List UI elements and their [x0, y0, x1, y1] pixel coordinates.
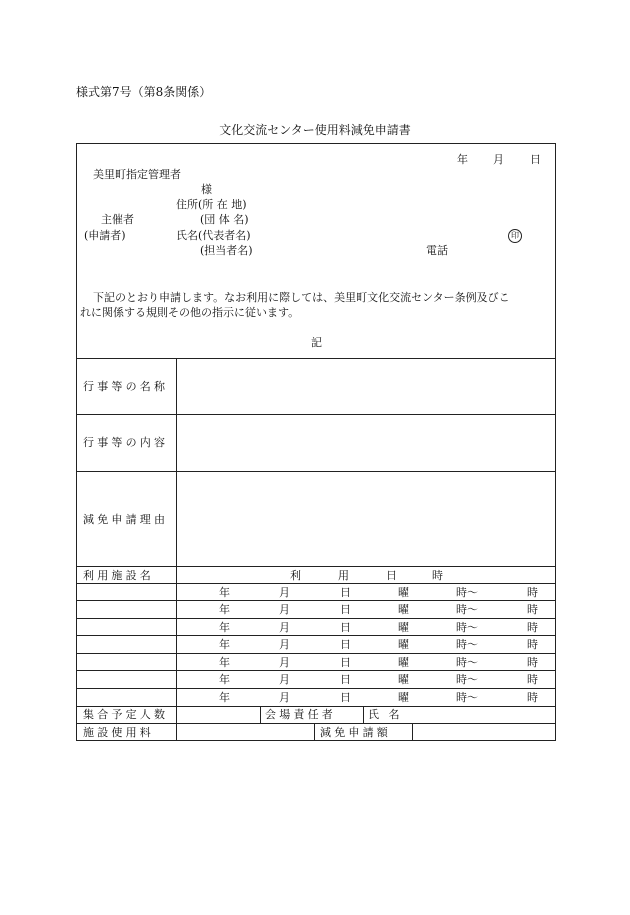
- slot-facility-field[interactable]: [78, 671, 174, 686]
- slot-day: 日: [340, 603, 351, 616]
- venue-manager-label: 会場責任者: [265, 708, 336, 721]
- slot-end-hour: 時: [527, 603, 538, 616]
- slot-weekday: 曜: [398, 603, 409, 616]
- slot-month: 月: [279, 638, 290, 651]
- slot-year: 年: [219, 656, 230, 669]
- sama: 様: [201, 183, 212, 196]
- slot-facility-field[interactable]: [78, 584, 174, 599]
- date-year[interactable]: 年: [457, 153, 468, 166]
- slot-end-hour: 時: [527, 691, 538, 704]
- statement-line-2: れに関係する規則その他の指示に従います。: [80, 306, 300, 319]
- slot-month: 月: [279, 621, 290, 634]
- slot-weekday: 曜: [398, 586, 409, 599]
- ki-mark: 記: [311, 336, 322, 349]
- slot-month: 月: [279, 586, 290, 599]
- event-content-label: 行事等の内容: [83, 436, 169, 449]
- addressee: 美里町指定管理者: [93, 168, 181, 181]
- event-name-label: 行事等の名称: [83, 380, 169, 393]
- name-label: 氏名(代表者名): [176, 229, 251, 242]
- reduction-amount-label: 減免申請額: [320, 726, 391, 739]
- slot-weekday: 曜: [398, 638, 409, 651]
- slot-year: 年: [219, 586, 230, 599]
- organizer-label: 主催者: [101, 213, 134, 226]
- slot-facility-field[interactable]: [78, 619, 174, 634]
- page-title: 文化交流センター使用料減免申請書: [219, 123, 411, 137]
- fee-label: 施設使用料: [83, 726, 154, 739]
- datetime-header-3: 日: [386, 569, 397, 582]
- slot-end-hour: 時: [527, 638, 538, 651]
- slot-year: 年: [219, 621, 230, 634]
- slot-month: 月: [279, 673, 290, 686]
- datetime-header-1: 利: [290, 569, 301, 582]
- slot-day: 日: [340, 656, 351, 669]
- address-label: 住所(所 在 地): [176, 198, 247, 211]
- slot-day: 日: [340, 638, 351, 651]
- seal-icon: 印: [508, 229, 522, 243]
- slot-day: 日: [340, 621, 351, 634]
- contact-label: (担当者名): [200, 244, 253, 257]
- slot-start-hour: 時～: [456, 586, 478, 599]
- slot-weekday: 曜: [398, 691, 409, 704]
- event-name-field[interactable]: [178, 360, 554, 412]
- facility-header: 利用施設名: [83, 569, 154, 582]
- applicant-label: (申請者): [84, 229, 126, 242]
- attendance-label: 集合予定人数: [83, 708, 169, 721]
- form-number: 様式第7号（第8条関係）: [76, 85, 212, 99]
- slot-year: 年: [219, 691, 230, 704]
- reason-field[interactable]: [178, 473, 554, 564]
- slot-end-hour: 時: [527, 621, 538, 634]
- slot-start-hour: 時～: [456, 638, 478, 651]
- slot-end-hour: 時: [527, 656, 538, 669]
- slot-facility-field[interactable]: [78, 654, 174, 669]
- phone-label: 電話: [426, 244, 448, 257]
- slot-month: 月: [279, 603, 290, 616]
- slot-facility-field[interactable]: [78, 689, 174, 704]
- slot-month: 月: [279, 691, 290, 704]
- manager-name-label: 氏 名: [368, 708, 403, 721]
- slot-year: 年: [219, 638, 230, 651]
- slot-end-hour: 時: [527, 586, 538, 599]
- slot-year: 年: [219, 673, 230, 686]
- slot-day: 日: [340, 673, 351, 686]
- date-month[interactable]: 月: [493, 153, 504, 166]
- group-label: (団 体 名): [200, 213, 249, 226]
- datetime-header-2: 用: [338, 569, 349, 582]
- slot-month: 月: [279, 656, 290, 669]
- datetime-header-4: 時: [432, 569, 443, 582]
- slot-day: 日: [340, 586, 351, 599]
- slot-weekday: 曜: [398, 673, 409, 686]
- slot-start-hour: 時～: [456, 621, 478, 634]
- reason-label: 減免申請理由: [83, 513, 169, 526]
- event-content-field[interactable]: [178, 416, 554, 469]
- statement-line-1: 下記のとおり申請します。なお利用に際しては、美里町文化交流センター条例及びこ: [93, 291, 510, 304]
- slot-facility-field[interactable]: [78, 601, 174, 616]
- slot-weekday: 曜: [398, 656, 409, 669]
- slot-start-hour: 時～: [456, 603, 478, 616]
- slot-weekday: 曜: [398, 621, 409, 634]
- slot-start-hour: 時～: [456, 656, 478, 669]
- slot-year: 年: [219, 603, 230, 616]
- slot-facility-field[interactable]: [78, 636, 174, 651]
- slot-end-hour: 時: [527, 673, 538, 686]
- slot-start-hour: 時～: [456, 673, 478, 686]
- slot-day: 日: [340, 691, 351, 704]
- date-day[interactable]: 日: [530, 153, 541, 166]
- slot-start-hour: 時～: [456, 691, 478, 704]
